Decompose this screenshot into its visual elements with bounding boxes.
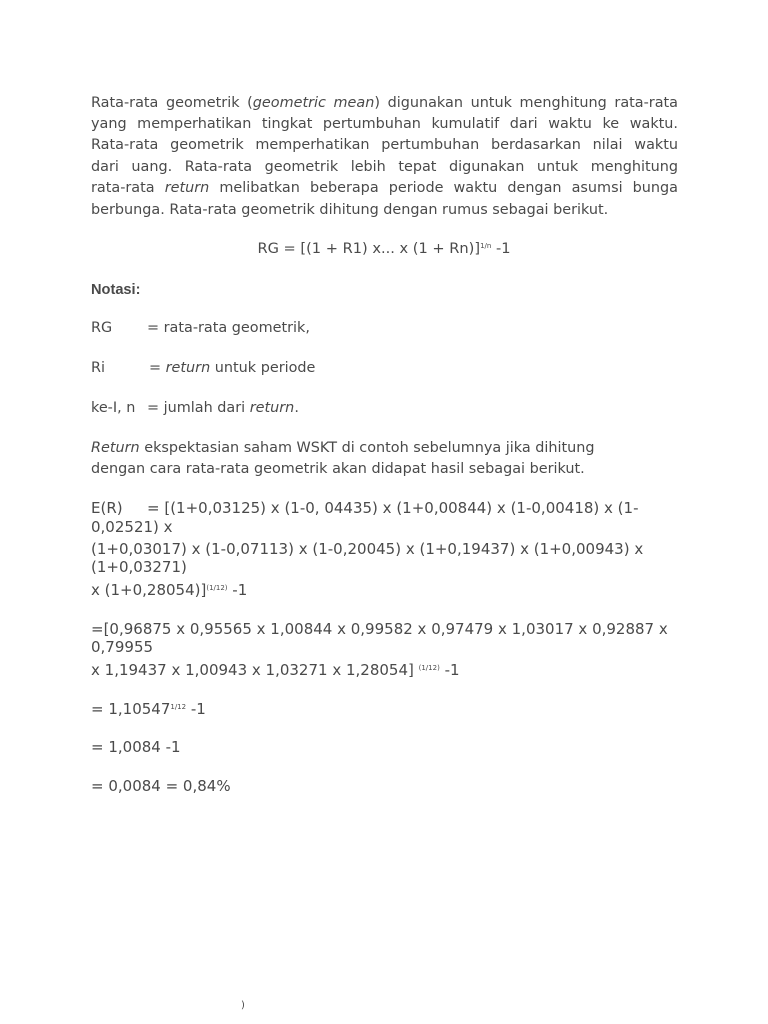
expected-return-line-3: (1+0,03017) x (1-0,07113) x (1-0,20045) x (1+0,19437) x (1+0,00943) x [91,540,644,558]
calc-text: = [(1+0,03125) x (1-0, 04435) x (1+0,00844) x (1-0,00418) x (1- [147,499,639,517]
paragraph-1-line-3: Rata-rata geometrik memperhatikan pertumbuhan berdasarkan nilai waktu [91,137,678,153]
expected-return-line-2: 0,02521) x [91,518,173,536]
step-3 [91,698,206,719]
expected-return-label: E(R) [91,499,123,517]
calc-exponent: (1/12) [418,664,440,672]
notation-definition: = jumlah dari [147,400,250,416]
calc-exponent: (1/12) [206,584,228,592]
italic-term: return [165,360,211,376]
formula-tail: -1 [491,240,511,257]
notation-definition: = rata-rata geometrik, [147,320,310,336]
italic-term: return [164,180,210,196]
calc-text: x 1,19437 x 1,00943 x 1,03271 x 1,28054] [91,661,419,679]
formula-body: RG = [(1 + R1) x... x (1 + Rn)] [257,240,481,257]
text-span: . [294,400,299,416]
step-4: = 1,0084 -1 [91,738,181,756]
footer-mark: ) [241,1000,245,1011]
calc-text: x (1+0,28054)] [91,581,207,599]
calc-exponent: 1/12 [170,703,187,711]
step-2-line-3 [91,659,460,680]
text-span: Rata-rata geometrik ( [91,95,253,111]
paragraph-1-line-5 [91,178,678,199]
text-span: ) digunakan untuk menghitung rata-rata [374,95,679,111]
paragraph-2-line-1 [91,438,595,459]
step-2-line-2: 0,79955 [91,638,154,656]
italic-term: Return [91,440,140,456]
calc-tail: -1 [439,661,460,679]
italic-term: return [249,400,295,416]
text-span: ekspektasian saham WSKT di contoh sebelumnya jika dihitung [139,440,595,456]
notation-rg [91,318,310,339]
geometric-mean-formula [0,240,768,257]
calc-tail: -1 [186,700,206,718]
paragraph-2-line-2: dengan cara rata-rata geometrik akan didapat hasil sebagai berikut. [91,461,585,477]
formula-exponent: 1/n [480,242,492,250]
paragraph-1-line-4: dari uang. Rata-rata geometrik lebih tepat digunakan untuk menghitung [91,159,678,175]
step-2-line-1: =[0,96875 x 0,95565 x 1,00844 x 0,99582 x 0,97479 x 1,03017 x 0,92887 x [91,620,668,638]
text-span: melibatkan beberapa periode waktu dengan asumsi bunga [209,180,678,196]
expected-return-line-4: (1+0,03271) [91,558,187,576]
paragraph-1-line-2: yang memperhatikan tingkat pertumbuhan kumulatif dari waktu ke waktu. [91,116,678,132]
expected-return-line-1 [91,499,638,518]
calc-text: = 1,10547 [91,700,171,718]
notation-heading: Notasi: [91,282,141,298]
italic-term: geometric mean [252,95,375,111]
notation-term: ke-I, n [91,400,136,416]
calc-tail: -1 [227,581,248,599]
notation-term: RG [91,320,113,336]
notation-ri [91,358,315,379]
expected-return-line-5 [91,579,247,600]
notation-term: Ri [91,360,105,376]
paragraph-1-line-6: berbunga. Rata-rata geometrik dihitung dengan rumus sebagai berikut. [91,202,609,218]
text-span: rata-rata [91,180,165,196]
notation-equals: = [149,360,166,376]
notation-ke [91,398,299,419]
notation-definition: untuk periode [210,360,316,376]
paragraph-1-line-1 [91,93,678,114]
step-5-result: = 0,0084 = 0,84% [91,777,231,795]
